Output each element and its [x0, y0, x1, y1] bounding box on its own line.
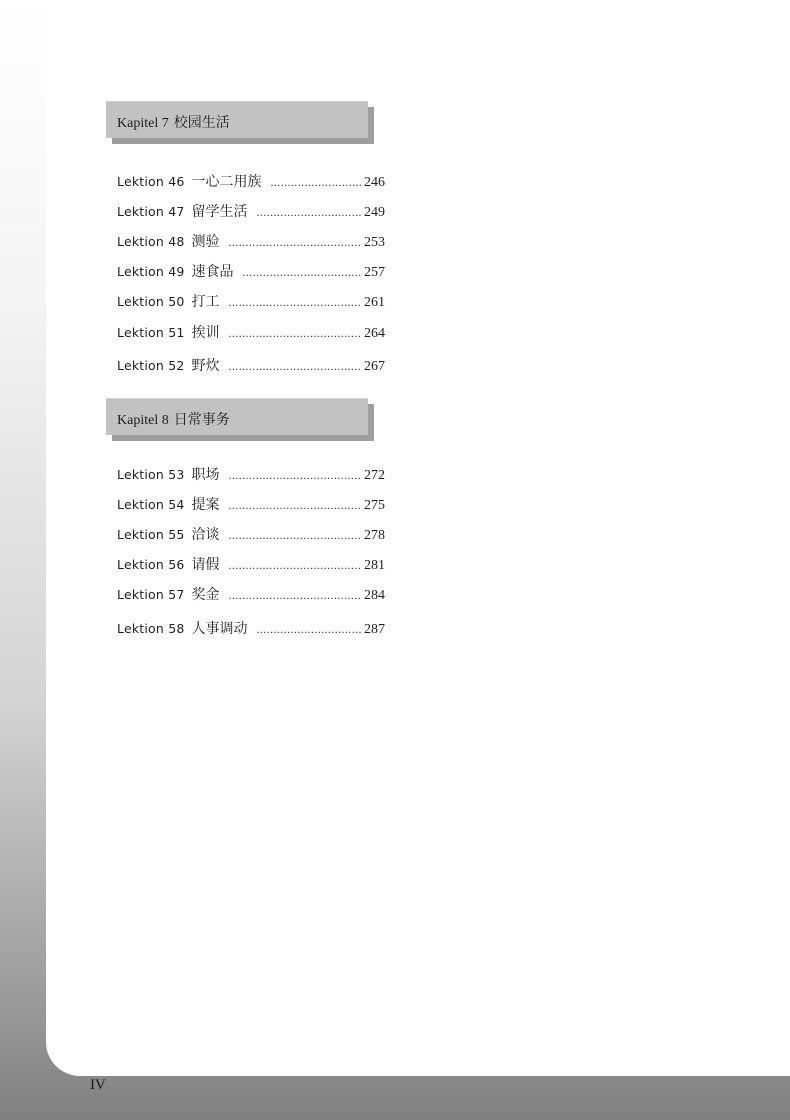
dot-leader — [271, 175, 363, 190]
toc-entry[interactable] — [117, 584, 385, 604]
chapter-label — [117, 112, 230, 132]
lesson-title: 提案 — [191, 497, 220, 513]
toc-entry[interactable] — [117, 464, 385, 484]
page-number: 257 — [364, 265, 385, 280]
lesson-title: 野炊 — [191, 358, 220, 374]
page-number: 264 — [364, 326, 385, 341]
lesson-number: Lektion 58 — [117, 621, 185, 636]
page-number: 284 — [364, 588, 385, 603]
lesson-title: 速食品 — [191, 264, 234, 280]
page-number: 253 — [364, 235, 385, 250]
page-number: 246 — [364, 175, 385, 190]
lesson-number: Lektion 51 — [117, 325, 185, 340]
chapter-header-7 — [106, 101, 368, 138]
toc-entry[interactable] — [117, 524, 385, 544]
lesson-title: 留学生活 — [191, 204, 248, 220]
lesson-number: Lektion 53 — [117, 467, 185, 482]
chapter-number: Kapitel 8 — [117, 413, 169, 428]
lesson-number: Lektion 47 — [117, 204, 185, 219]
dot-leader — [229, 235, 363, 250]
lesson-number: Lektion 54 — [117, 497, 185, 512]
lesson-title: 人事调动 — [191, 621, 248, 637]
page-number: 281 — [364, 558, 385, 573]
toc-entry[interactable] — [117, 618, 385, 638]
chapter-number: Kapitel 7 — [117, 116, 169, 131]
toc-entry[interactable] — [117, 171, 385, 191]
dot-leader — [229, 558, 363, 573]
lesson-number: Lektion 49 — [117, 264, 185, 279]
lesson-title: 洽谈 — [191, 527, 220, 543]
toc-entry[interactable] — [117, 291, 385, 311]
page-number: 249 — [364, 205, 385, 220]
lesson-title: 职场 — [191, 467, 220, 483]
chapter-title: 校园生活 — [173, 115, 230, 131]
chapter-header-8 — [106, 398, 368, 435]
lesson-title: 请假 — [191, 557, 220, 573]
page-number-footer: IV — [90, 1077, 106, 1093]
toc-entry[interactable] — [117, 355, 385, 375]
lesson-title: 一心二用族 — [191, 174, 262, 190]
lesson-number: Lektion 48 — [117, 234, 185, 249]
dot-leader — [257, 205, 363, 220]
toc-entry[interactable] — [117, 322, 385, 342]
lesson-number: Lektion 52 — [117, 358, 185, 373]
chapter-title: 日常事务 — [173, 412, 230, 428]
dot-leader — [229, 326, 363, 341]
toc-entry[interactable] — [117, 261, 385, 281]
dot-leader — [229, 468, 363, 483]
chapter-header-box — [106, 101, 368, 138]
page-number: 278 — [364, 528, 385, 543]
lesson-number: Lektion 56 — [117, 557, 185, 572]
chapter-header-box — [106, 398, 368, 435]
page-number: 272 — [364, 468, 385, 483]
dot-leader — [229, 498, 363, 513]
chapter-label — [117, 409, 230, 429]
toc-entry[interactable] — [117, 554, 385, 574]
lesson-title: 奖金 — [191, 587, 220, 603]
lesson-number: Lektion 46 — [117, 174, 185, 189]
page-number: 287 — [364, 622, 385, 637]
page-number: 261 — [364, 295, 385, 310]
toc-entry[interactable] — [117, 201, 385, 221]
lesson-title: 测验 — [191, 234, 220, 250]
lesson-title: 打工 — [191, 294, 220, 310]
page-number: 267 — [364, 359, 385, 374]
toc-entry[interactable] — [117, 494, 385, 514]
lesson-number: Lektion 50 — [117, 294, 185, 309]
toc-entry[interactable] — [117, 231, 385, 251]
dot-leader — [257, 622, 363, 637]
lesson-number: Lektion 57 — [117, 587, 185, 602]
dot-leader — [243, 265, 363, 280]
dot-leader — [229, 295, 363, 310]
lesson-title: 挨训 — [191, 325, 220, 341]
dot-leader — [229, 588, 363, 603]
page-number: 275 — [364, 498, 385, 513]
dot-leader — [229, 528, 363, 543]
lesson-number: Lektion 55 — [117, 527, 185, 542]
dot-leader — [229, 359, 363, 374]
